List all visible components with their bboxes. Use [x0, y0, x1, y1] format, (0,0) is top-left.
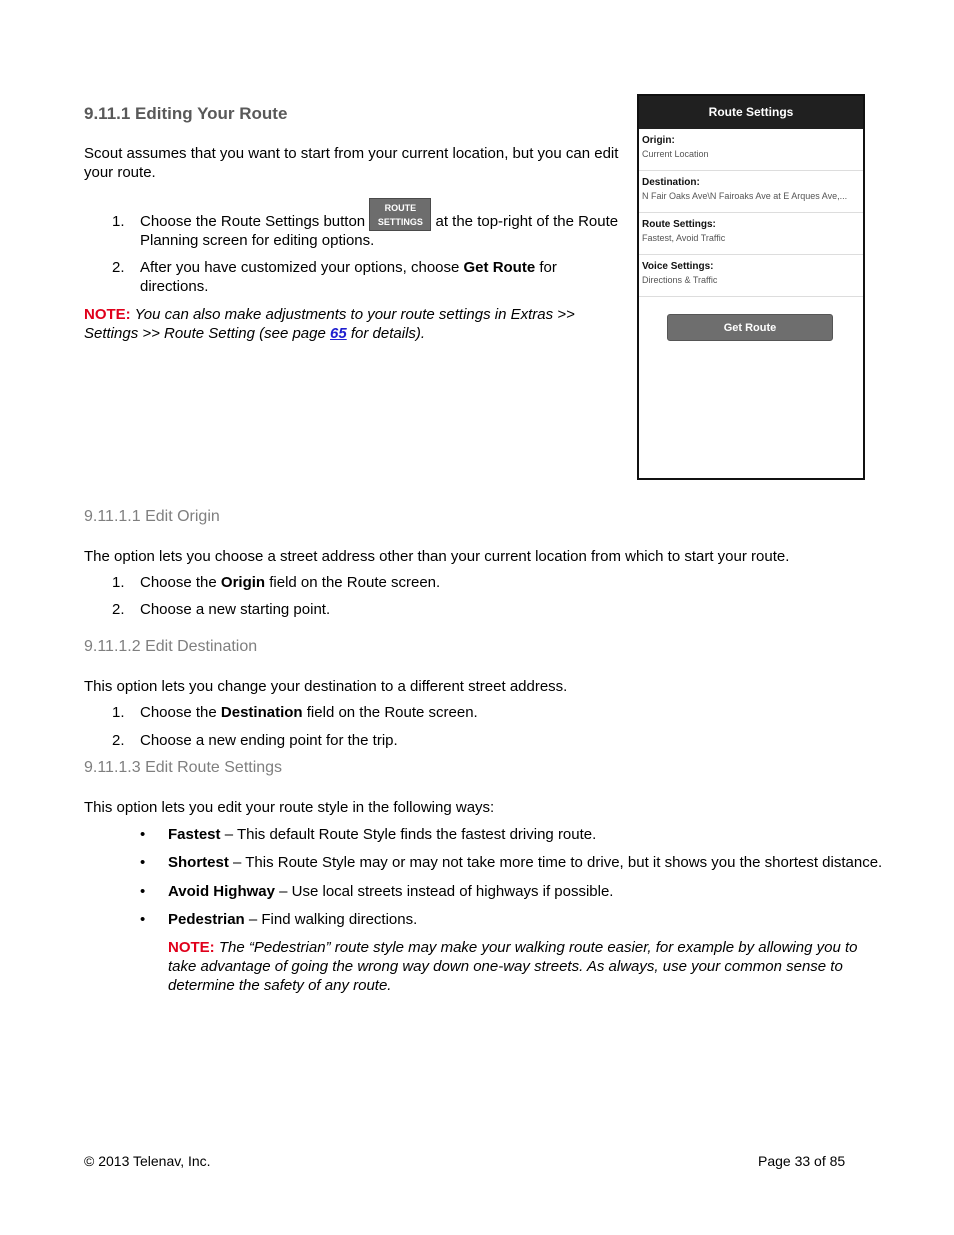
- step-1-line2: Planning screen for editing options.: [140, 232, 375, 249]
- get-route-term: Get Route: [463, 259, 536, 276]
- pedestrian-note-line3: determine the safety of any route.: [168, 977, 392, 994]
- step-1-text: Choose the Route Settings button: [140, 213, 366, 230]
- destination-step-1: Choose the Destination field on the Route screen.: [140, 704, 478, 721]
- pedestrian-note-line1: NOTE: The “Pedestrian” route style may make your walking route easier, for example by allowing you to: [168, 939, 858, 956]
- phone-item-destination: Destination: N Fair Oaks Ave\N Fairoaks Ave at E Arques Ave,...: [639, 171, 863, 213]
- step-2-number: 2.: [112, 259, 125, 276]
- footer-copyright: © 2013 Telenav, Inc.: [84, 1153, 211, 1169]
- origin-step-2-number: 2.: [112, 601, 125, 618]
- section-heading: 9.11.1 Editing Your Route: [84, 104, 288, 123]
- footer-page-number: Page 33 of 85: [758, 1153, 846, 1169]
- origin-step-1-number: 1.: [112, 574, 125, 591]
- origin-heading: 9.11.1.1 Edit Origin: [84, 508, 220, 525]
- bullet-shortest: Shortest – This Route Style may or may not take more time to drive, but it shows you the shortest distance.: [168, 854, 883, 871]
- bullet-fastest: Fastest – This default Route Style finds the fastest driving route.: [168, 826, 597, 843]
- route-settings-screenshot: [637, 94, 865, 480]
- route-settings-button-image: ROUTE SETTINGS: [369, 198, 431, 231]
- note-line2: Settings >> Route Setting (see page 65 for details).: [84, 325, 426, 342]
- bullet-pedestrian: Pedestrian – Find walking directions.: [168, 911, 418, 928]
- destination-step-1-number: 1.: [112, 704, 125, 721]
- origin-step-2: Choose a new starting point.: [140, 601, 331, 618]
- pedestrian-note-label: NOTE:: [168, 939, 215, 956]
- page-link[interactable]: 65: [330, 325, 347, 342]
- phone-item-origin: Origin: Current Location: [639, 129, 863, 171]
- bullet-icon: •: [140, 854, 146, 871]
- pedestrian-note-line2: take advantage of going the wrong way down one-way streets. As always, use your common sense to: [168, 958, 843, 975]
- step-1: [140, 202, 620, 231]
- destination-intro: This option lets you change your destination to a different street address.: [84, 678, 568, 695]
- step-1-text-after: at the top-right of the Route: [435, 213, 619, 230]
- step-2: After you have customized your options, choose Get Route for: [140, 259, 557, 276]
- origin-step-1: Choose the Origin field on the Route screen.: [140, 574, 441, 591]
- phone-item-voice-settings: Voice Settings: Directions & Traffic: [639, 255, 863, 297]
- destination-step-2-number: 2.: [112, 732, 125, 749]
- note-line1: NOTE: You can also make adjustments to your route settings in Extras >>: [84, 306, 575, 323]
- route-settings-intro: This option lets you edit your route style in the following ways:: [84, 799, 495, 816]
- bullet-icon: •: [140, 911, 146, 928]
- phone-title: Route Settings: [639, 96, 863, 129]
- destination-heading: 9.11.1.2 Edit Destination: [84, 638, 258, 655]
- phone-item-route-settings: Route Settings: Fastest, Avoid Traffic: [639, 213, 863, 255]
- bullet-avoid-highway: Avoid Highway – Use local streets instead of highways if possible.: [168, 883, 614, 900]
- step-1-number: 1.: [112, 213, 125, 230]
- step-2-line2: directions.: [140, 278, 209, 295]
- phone-get-route-button: Get Route: [667, 314, 833, 341]
- section-intro: Scout assumes that you want to start from your current location, but you can edit your route.: [84, 145, 619, 181]
- destination-step-2: Choose a new ending point for the trip.: [140, 732, 398, 749]
- note-label: NOTE:: [84, 306, 131, 323]
- origin-intro: The option lets you choose a street address other than your current location from which to start your route.: [84, 548, 790, 565]
- bullet-icon: •: [140, 883, 146, 900]
- route-settings-heading: 9.11.1.3 Edit Route Settings: [84, 759, 283, 776]
- bullet-icon: •: [140, 826, 146, 843]
